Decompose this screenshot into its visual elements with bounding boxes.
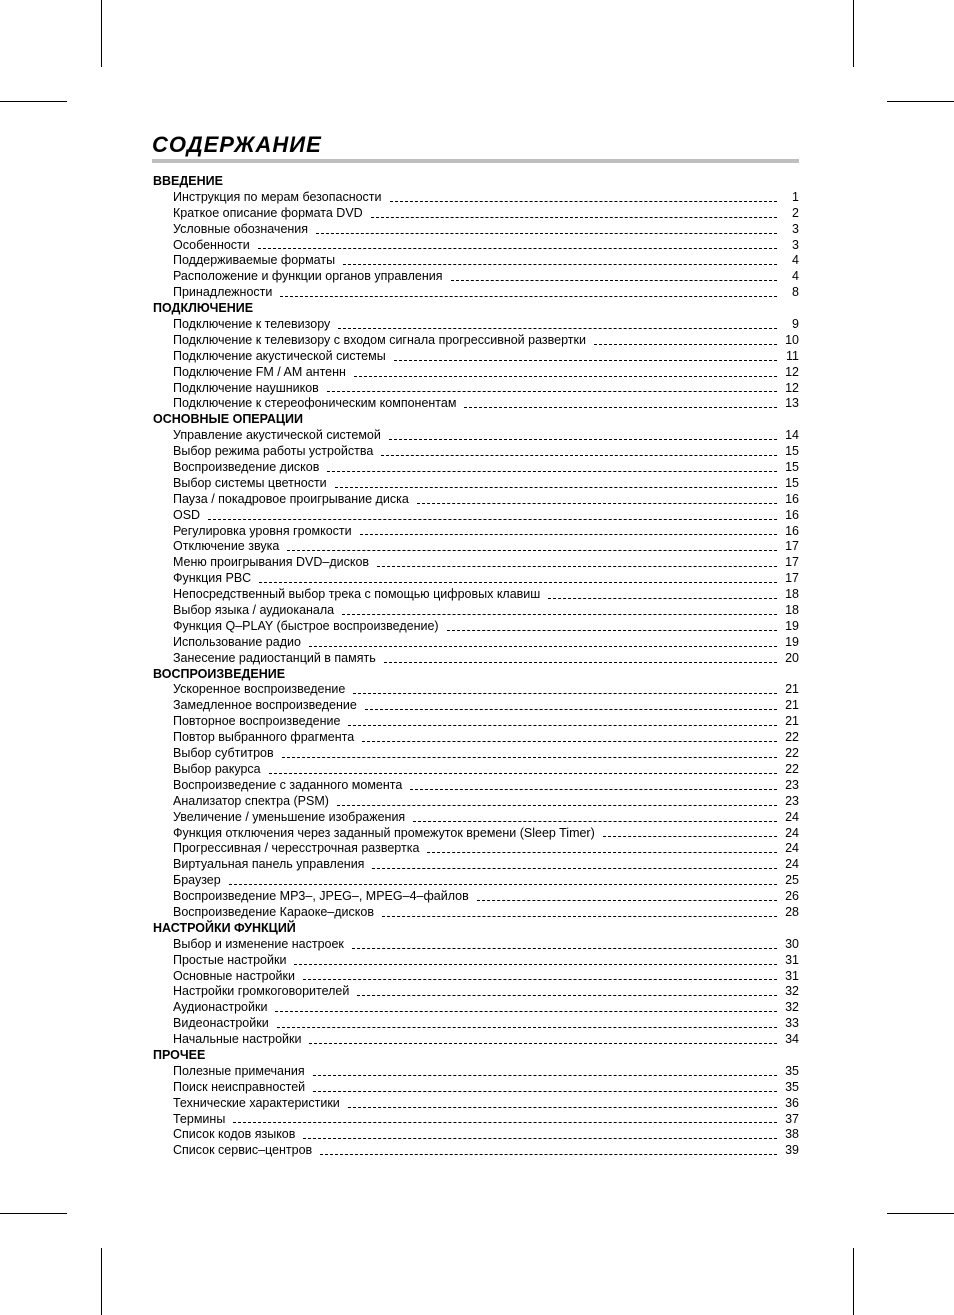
- toc-entry[interactable]: [153, 492, 799, 508]
- toc-entry-label: Поиск неисправностей: [173, 1079, 306, 1094]
- toc-entry-label: Инструкция по мерам безопасности: [173, 189, 382, 204]
- toc-entry-label: Выбор языка / аудиоканала: [173, 603, 335, 618]
- dot-leader: [309, 646, 777, 647]
- toc-entry[interactable]: [153, 1000, 799, 1016]
- toc-entry-label: Выбор режима работы устройства: [173, 444, 374, 459]
- toc-entry[interactable]: [153, 206, 799, 222]
- toc-entry[interactable]: [153, 285, 799, 301]
- toc-entry[interactable]: [153, 953, 799, 969]
- dot-leader: [280, 296, 777, 297]
- toc-entry-label: Воспроизведение с заданного момента: [173, 777, 403, 792]
- toc-entry-page-number: 24: [785, 809, 799, 824]
- toc-entry[interactable]: [153, 460, 799, 476]
- toc-entry-label: Аудионастройки: [173, 1000, 268, 1015]
- toc-entry-page-number: 9: [792, 317, 799, 331]
- toc-entry-label: Браузер: [173, 873, 221, 888]
- title-underline: [152, 159, 799, 163]
- toc-entry[interactable]: [153, 810, 799, 826]
- toc-entry-page-number: 31: [785, 968, 799, 983]
- dot-leader: [313, 1091, 777, 1092]
- crop-mark: [853, 1248, 854, 1315]
- toc-entry-page-number: 31: [785, 952, 799, 967]
- dot-leader: [365, 709, 777, 710]
- toc-entry[interactable]: [153, 841, 799, 857]
- toc-entry-page-number: 14: [785, 428, 799, 443]
- toc-entry-page-number: 25: [785, 873, 799, 888]
- dot-leader: [327, 391, 777, 392]
- toc-entry-page-number: 11: [786, 348, 799, 363]
- toc-entry[interactable]: [153, 253, 799, 269]
- toc-entry-page-number: 21: [785, 698, 799, 713]
- toc-entry[interactable]: [153, 984, 799, 1000]
- toc-entry-label: Подключение акустической системы: [173, 348, 386, 363]
- toc-entry-page-number: 3: [792, 237, 799, 252]
- toc-entry[interactable]: [153, 190, 799, 206]
- toc-entry[interactable]: [153, 619, 799, 635]
- toc-section-heading: НАСТРОЙКИ ФУНКЦИЙ: [153, 920, 296, 935]
- toc-entry-page-number: 24: [785, 841, 799, 856]
- dot-leader: [390, 201, 777, 202]
- toc-entry-label: Регулировка уровня громкости: [173, 523, 352, 538]
- toc-entry[interactable]: [153, 396, 799, 412]
- toc-entry[interactable]: [153, 1032, 799, 1048]
- toc-entry-page-number: 20: [785, 650, 799, 665]
- toc-entry-page-number: 19: [785, 634, 799, 649]
- toc-entry-label: Список кодов языков: [173, 1127, 296, 1142]
- toc-entry-label: Видеонастройки: [173, 1016, 269, 1031]
- dot-leader: [362, 741, 777, 742]
- toc-entry[interactable]: [153, 1080, 799, 1096]
- toc-entry-page-number: 12: [785, 380, 799, 395]
- toc-entry[interactable]: [153, 587, 799, 603]
- dot-leader: [269, 773, 777, 774]
- toc-entry[interactable]: [153, 1112, 799, 1128]
- dot-leader: [229, 884, 777, 885]
- toc-entry-page-number: 34: [785, 1032, 799, 1047]
- crop-mark: [101, 1248, 102, 1315]
- toc-entry[interactable]: [153, 698, 799, 714]
- toc-entry[interactable]: [153, 349, 799, 365]
- toc-entry-label: Список сервис–центров: [173, 1143, 313, 1158]
- toc-entry-label: Подключение к телевизору: [173, 317, 331, 331]
- toc-entry[interactable]: [153, 969, 799, 985]
- toc-entry[interactable]: [153, 889, 799, 905]
- toc-entry[interactable]: [153, 857, 799, 873]
- dot-leader: [477, 900, 777, 901]
- crop-mark: [0, 101, 67, 102]
- dot-leader: [348, 725, 777, 726]
- toc-entry-page-number: 16: [785, 523, 799, 538]
- toc-entry-page-number: 17: [785, 571, 799, 586]
- toc-entry-label: Повтор выбранного фрагмента: [173, 730, 355, 745]
- dot-leader: [377, 566, 777, 567]
- toc-entry[interactable]: [153, 794, 799, 810]
- toc-entry-label: Занесение радиостанций в память: [173, 650, 376, 665]
- toc-entry[interactable]: [153, 269, 799, 285]
- page-title: СОДЕРЖАНИЕ: [152, 132, 322, 157]
- dot-leader: [277, 1027, 777, 1028]
- toc-entry[interactable]: [153, 222, 799, 238]
- toc-entry-label: Подключение FM / AM антенн: [173, 364, 346, 379]
- toc-entry-page-number: 17: [785, 555, 799, 570]
- toc-section-heading: ОСНОВНЫЕ ОПЕРАЦИИ: [153, 412, 304, 427]
- dot-leader: [381, 455, 777, 456]
- toc-entry-label: Повторное воспроизведение: [173, 714, 341, 729]
- toc-entry-label: Подключение к телевизору с входом сигнала прогрессивной развертки: [173, 332, 586, 347]
- toc-entry-label: Подключение наушников: [173, 380, 319, 395]
- dot-leader: [343, 264, 777, 265]
- dot-leader: [353, 693, 777, 694]
- dot-leader: [371, 217, 777, 218]
- dot-leader: [342, 614, 777, 615]
- toc-entry-label: Воспроизведение MP3–, JPEG–, MPEG–4–файлов: [173, 889, 469, 904]
- dot-leader: [282, 757, 777, 758]
- dot-leader: [335, 487, 777, 488]
- dot-leader: [316, 233, 777, 234]
- dot-leader: [447, 630, 777, 631]
- dot-leader: [389, 439, 777, 440]
- toc-entry-page-number: 38: [785, 1127, 799, 1142]
- dot-leader: [410, 789, 777, 790]
- toc-entry-label: Меню проигрывания DVD–дисков: [173, 555, 370, 570]
- toc-entry-label: Выбор и изменение настроек: [173, 936, 344, 951]
- toc-entry-page-number: 18: [785, 587, 799, 602]
- toc-entry[interactable]: [153, 1127, 799, 1143]
- toc-entry-label: Принадлежности: [173, 285, 273, 300]
- toc-entry-label: Функция отключения через заданный промежуток времени (Sleep Timer): [173, 825, 595, 840]
- toc-section-heading: ВВЕДЕНИЕ: [153, 174, 223, 188]
- toc-entry-page-number: 2: [792, 205, 799, 220]
- toc-entry[interactable]: [153, 1064, 799, 1080]
- toc-section-heading: ВОСПРОИЗВЕДЕНИЕ: [153, 666, 286, 681]
- toc-entry[interactable]: [153, 603, 799, 619]
- toc-entry[interactable]: [153, 476, 799, 492]
- toc-entry[interactable]: [153, 238, 799, 254]
- dot-leader: [352, 948, 777, 949]
- dot-leader: [413, 821, 777, 822]
- toc-entry-label: Анализатор спектра (PSM): [173, 793, 329, 808]
- toc-entry[interactable]: [153, 683, 799, 699]
- toc-entry-label: Основные настройки: [173, 968, 295, 983]
- dot-leader: [348, 1107, 777, 1108]
- toc-entry-label: Виртуальная панель управления: [173, 857, 365, 872]
- toc-entry-page-number: 10: [785, 332, 799, 347]
- toc-entry-page-number: 17: [785, 539, 799, 554]
- toc-entry-label: Начальные настройки: [173, 1032, 302, 1047]
- toc-entry-label: Функция PBC: [173, 571, 252, 586]
- toc-entry-page-number: 13: [785, 396, 799, 411]
- toc-entry-page-number: 24: [785, 825, 799, 840]
- toc-entry-label: Увеличение / уменьшение изображения: [173, 809, 406, 824]
- toc-entry[interactable]: [153, 826, 799, 842]
- dot-leader: [233, 1122, 777, 1123]
- toc-section-heading: ПРОЧЕЕ: [153, 1047, 206, 1062]
- toc-entry-label: Выбор ракурса: [173, 761, 261, 776]
- toc-entry-label: Подключение к стереофоническим компонентам: [173, 396, 457, 411]
- dot-leader: [320, 1154, 777, 1155]
- toc-entry-page-number: 12: [785, 364, 799, 379]
- toc-entry-page-number: 8: [792, 285, 799, 300]
- toc-entry-label: Отключение звука: [173, 539, 280, 554]
- toc-entry-page-number: 37: [785, 1111, 799, 1126]
- toc-entry-label: Выбор субтитров: [173, 746, 274, 761]
- toc-entry-page-number: 30: [785, 936, 799, 951]
- dot-leader: [357, 995, 777, 996]
- toc-entry-label: Условные обозначения: [173, 221, 309, 236]
- toc-entry-page-number: 22: [785, 730, 799, 745]
- toc-entry[interactable]: [153, 428, 799, 444]
- toc-entry[interactable]: [153, 381, 799, 397]
- toc-entry[interactable]: [153, 714, 799, 730]
- toc-entry-page-number: 15: [785, 475, 799, 490]
- dot-leader: [313, 1075, 777, 1076]
- toc-entry-label: Воспроизведение Караоке–дисков: [173, 904, 374, 919]
- dot-leader: [287, 550, 777, 551]
- toc-entry[interactable]: [153, 762, 799, 778]
- toc-entry-label: Технические характеристики: [173, 1095, 340, 1110]
- toc-entry[interactable]: [153, 937, 799, 953]
- toc-entry[interactable]: [153, 651, 799, 667]
- toc-entry-label: Поддерживаемые форматы: [173, 253, 336, 268]
- toc-entry[interactable]: [153, 365, 799, 381]
- toc-entry[interactable]: [153, 873, 799, 889]
- dot-leader: [354, 376, 777, 377]
- toc-entry-label: Воспроизведение дисков: [173, 460, 320, 475]
- toc-entry[interactable]: [153, 905, 799, 921]
- toc-entry-page-number: 16: [785, 507, 799, 522]
- toc-section-heading: ПОДКЛЮЧЕНИЕ: [153, 301, 254, 316]
- toc-entry-page-number: 3: [792, 221, 799, 236]
- dot-leader: [603, 836, 777, 837]
- toc-entry-page-number: 19: [785, 618, 799, 633]
- dot-leader: [394, 360, 777, 361]
- dot-leader: [258, 248, 777, 249]
- toc-entry-page-number: 32: [785, 1000, 799, 1015]
- toc-entry-page-number: 35: [785, 1063, 799, 1078]
- toc-entry[interactable]: [153, 555, 799, 571]
- toc-entry-label: Прогрессивная / чересстрочная развертка: [173, 841, 420, 856]
- toc-entry-label: Настройки громкоговорителей: [173, 984, 350, 999]
- toc-entry-label: Пауза / покадровое проигрывание диска: [173, 491, 409, 506]
- toc-entry[interactable]: [153, 444, 799, 460]
- dot-leader: [464, 407, 777, 408]
- dot-leader: [309, 1043, 777, 1044]
- toc-entry[interactable]: [153, 1143, 799, 1159]
- crop-mark: [101, 0, 102, 67]
- toc-entry-page-number: 36: [785, 1095, 799, 1110]
- toc-entry-label: Краткое описание формата DVD: [173, 205, 363, 220]
- toc-entry-page-number: 39: [785, 1143, 799, 1158]
- toc-entry-label: Термины: [173, 1111, 226, 1126]
- toc-entry[interactable]: [153, 571, 799, 587]
- toc-entry-label: Непосредственный выбор трека с помощью цифровых клавиш: [173, 587, 541, 602]
- toc-entry-page-number: 4: [792, 253, 799, 268]
- toc-entry-page-number: 1: [792, 189, 799, 204]
- toc-entry-label: Простые настройки: [173, 952, 287, 967]
- dot-leader: [594, 344, 777, 345]
- toc-entry[interactable]: [153, 539, 799, 555]
- dot-leader: [427, 852, 777, 853]
- dot-leader: [303, 1138, 777, 1139]
- toc-entry-page-number: 15: [785, 460, 799, 475]
- toc-entry-page-number: 15: [785, 444, 799, 459]
- dot-leader: [275, 1011, 777, 1012]
- toc-entry-page-number: 21: [785, 682, 799, 697]
- toc-entry[interactable]: [153, 1096, 799, 1112]
- toc-entry[interactable]: [153, 333, 799, 349]
- toc-entry-page-number: 32: [785, 984, 799, 999]
- crop-mark: [887, 101, 954, 102]
- dot-leader: [384, 662, 777, 663]
- dot-leader: [372, 868, 777, 869]
- toc-entry-label: Использование радио: [173, 634, 301, 649]
- dot-leader: [303, 979, 777, 980]
- toc-entry-page-number: 16: [785, 491, 799, 506]
- toc-entry-page-number: 21: [785, 714, 799, 729]
- toc-entry-label: Управление акустической системой: [173, 428, 381, 443]
- toc-entry-page-number: 24: [785, 857, 799, 872]
- table-of-contents: [153, 174, 799, 1159]
- toc-entry-label: Ускоренное воспроизведение: [173, 682, 346, 697]
- toc-entry[interactable]: [153, 778, 799, 794]
- toc-entry-label: OSD: [173, 507, 201, 522]
- crop-mark: [0, 1213, 67, 1214]
- toc-entry-label: Выбор системы цветности: [173, 475, 327, 490]
- toc-entry[interactable]: [153, 1016, 799, 1032]
- toc-entry-page-number: 18: [785, 603, 799, 618]
- toc-entry-page-number: 28: [785, 904, 799, 919]
- toc-entry[interactable]: [153, 746, 799, 762]
- toc-entry-page-number: 23: [785, 793, 799, 808]
- toc-entry-page-number: 26: [785, 889, 799, 904]
- toc-entry[interactable]: [153, 635, 799, 651]
- toc-entry[interactable]: [153, 508, 799, 524]
- dot-leader: [327, 471, 777, 472]
- dot-leader: [382, 916, 777, 917]
- toc-entry-page-number: 35: [785, 1079, 799, 1094]
- toc-entry-label: Особенности: [173, 237, 250, 252]
- toc-entry-label: Замедленное воспроизведение: [173, 698, 357, 713]
- crop-mark: [887, 1213, 954, 1214]
- dot-leader: [294, 964, 777, 965]
- toc-entry-page-number: 23: [785, 777, 799, 792]
- toc-entry[interactable]: [153, 730, 799, 746]
- toc-entry-page-number: 22: [785, 761, 799, 776]
- dot-leader: [338, 328, 777, 329]
- toc-entry-page-number: 33: [785, 1016, 799, 1031]
- dot-leader: [259, 582, 777, 583]
- dot-leader: [417, 503, 777, 504]
- toc-entry-page-number: 22: [785, 746, 799, 761]
- toc-entry-label: Полезные примечания: [173, 1063, 305, 1078]
- toc-entry[interactable]: [153, 317, 799, 333]
- dot-leader: [548, 598, 777, 599]
- toc-entry-label: Расположение и функции органов управления: [173, 269, 443, 284]
- dot-leader: [451, 280, 777, 281]
- dot-leader: [208, 519, 777, 520]
- dot-leader: [360, 534, 777, 535]
- dot-leader: [337, 805, 777, 806]
- toc-entry-page-number: 4: [792, 269, 799, 284]
- toc-entry-label: Функция Q–PLAY (быстрое воспроизведение): [173, 618, 439, 633]
- toc-entry[interactable]: [153, 524, 799, 540]
- crop-mark: [853, 0, 854, 67]
